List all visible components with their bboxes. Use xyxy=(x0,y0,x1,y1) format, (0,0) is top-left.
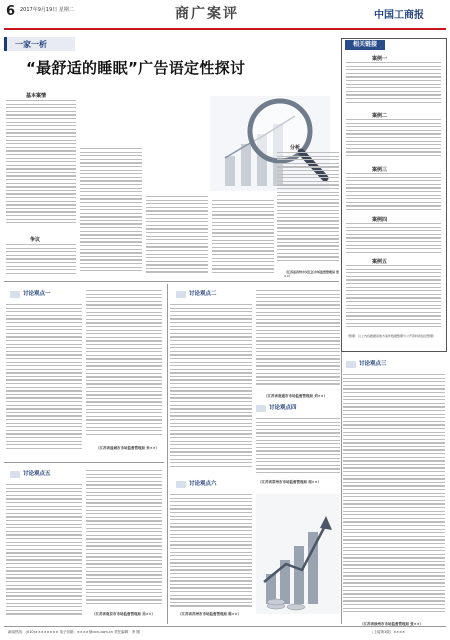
discussion-icon xyxy=(10,291,20,298)
column-badge: 一家一析 xyxy=(4,37,75,51)
related-links-title: 相关链接 xyxy=(345,40,385,50)
discussion-5-author: （江苏省南京市市场监督管理局 吴××） xyxy=(92,612,156,616)
discussion-icon xyxy=(256,405,266,412)
footer-continued: （上接第1版）×××× xyxy=(370,630,405,634)
lead-text-col5 xyxy=(277,152,339,268)
publication-date: 2017年9月19日 星期二 xyxy=(20,7,74,13)
case-3-text xyxy=(346,173,441,213)
discussion-1-text-b xyxy=(86,290,162,440)
divider-top xyxy=(4,281,339,282)
case-4-heading: 案例四 xyxy=(372,217,388,223)
discussion-icon xyxy=(176,291,186,298)
discussion-6-badge xyxy=(176,480,249,489)
discussion-5-label: 讨论观点五 xyxy=(23,471,51,477)
case-1-text xyxy=(346,62,441,108)
footer-hotline: 新闻热线：(010)×××××××× 电子信箱：××××@cicn.com.cn 责任编辑：李 刚 xyxy=(8,630,140,634)
discussion-4-author: （江苏省常州市市场监督管理局 周××） xyxy=(258,480,322,484)
case-3-heading: 案例三 xyxy=(372,167,388,173)
case-1-heading: 案例一 xyxy=(372,56,388,62)
page-number: 6 xyxy=(6,4,16,19)
discussion-3-label: 讨论观点三 xyxy=(359,361,387,367)
discussion-2-label: 讨论观点二 xyxy=(189,291,217,297)
discussion-1-text xyxy=(6,304,82,454)
main-title: “最舒适的睡眠”广告语定性探讨 xyxy=(26,59,246,77)
discussion-2-text-b xyxy=(256,290,340,390)
column-rule-1 xyxy=(167,284,168,624)
divider-left-mid xyxy=(4,462,164,463)
discussion-6-text xyxy=(170,494,252,612)
case-2-text xyxy=(346,119,441,161)
footer-rule xyxy=(4,626,446,627)
lead-text-col2 xyxy=(80,148,142,278)
page-header xyxy=(0,0,450,26)
case-2-heading: 案例二 xyxy=(372,113,388,119)
discussion-4-label: 讨论观点四 xyxy=(269,405,297,411)
discussion-1-label: 讨论观点一 xyxy=(23,291,51,297)
case-5-heading: 案例五 xyxy=(372,259,388,265)
column-rule-2 xyxy=(341,352,342,624)
discussion-2-badge xyxy=(176,290,249,299)
lead-text-col4 xyxy=(212,200,274,278)
heading-dispute: 争议 xyxy=(30,237,41,243)
discussion-2-text xyxy=(170,304,252,474)
discussion-6-label: 讨论观点六 xyxy=(189,481,217,487)
discussion-3-badge xyxy=(346,360,419,369)
discussion-1-badge xyxy=(10,290,83,299)
discussion-5-text-b xyxy=(86,470,162,610)
lead-text-col1b xyxy=(6,244,76,278)
lead-author: （江苏省苏州市吴江区市场监督管理局 张××） xyxy=(284,270,340,278)
newspaper-name: 中国工商报 xyxy=(374,10,424,21)
lead-text-col3 xyxy=(146,196,208,278)
header-rule xyxy=(4,28,446,30)
discussion-2-author: （江苏省南通市市场监督管理局 刘××） xyxy=(264,394,328,398)
discussion-icon xyxy=(346,361,356,368)
section-title: 商广案评 xyxy=(175,6,239,22)
discussion-4-text xyxy=(256,418,340,478)
bar-chart-illustration xyxy=(256,494,340,614)
discussion-3-author: （江苏省徐州市市场监督管理局 张××） xyxy=(360,622,424,626)
discussion-icon xyxy=(10,471,20,478)
discussion-5-badge xyxy=(10,470,83,479)
sidebar-source: （整理：以上内容根据省地方案件数据整理与公开资料的信息整理） xyxy=(346,334,437,338)
discussion-icon xyxy=(176,481,186,488)
discussion-1-author: （江苏省盐城市市场监督管理局 朱××） xyxy=(96,446,160,450)
case-5-text xyxy=(346,265,441,331)
discussion-6-author: （江苏省苏州市市场监督管理局 陈××） xyxy=(178,612,242,616)
discussion-3-text xyxy=(343,374,445,618)
case-4-text xyxy=(346,223,441,255)
heading-basic-facts: 基本案情 xyxy=(26,93,47,99)
discussion-4-badge xyxy=(256,404,329,413)
discussion-5-text xyxy=(6,484,82,620)
heading-analysis: 分析 xyxy=(290,145,301,151)
lead-text-col1 xyxy=(6,100,76,230)
